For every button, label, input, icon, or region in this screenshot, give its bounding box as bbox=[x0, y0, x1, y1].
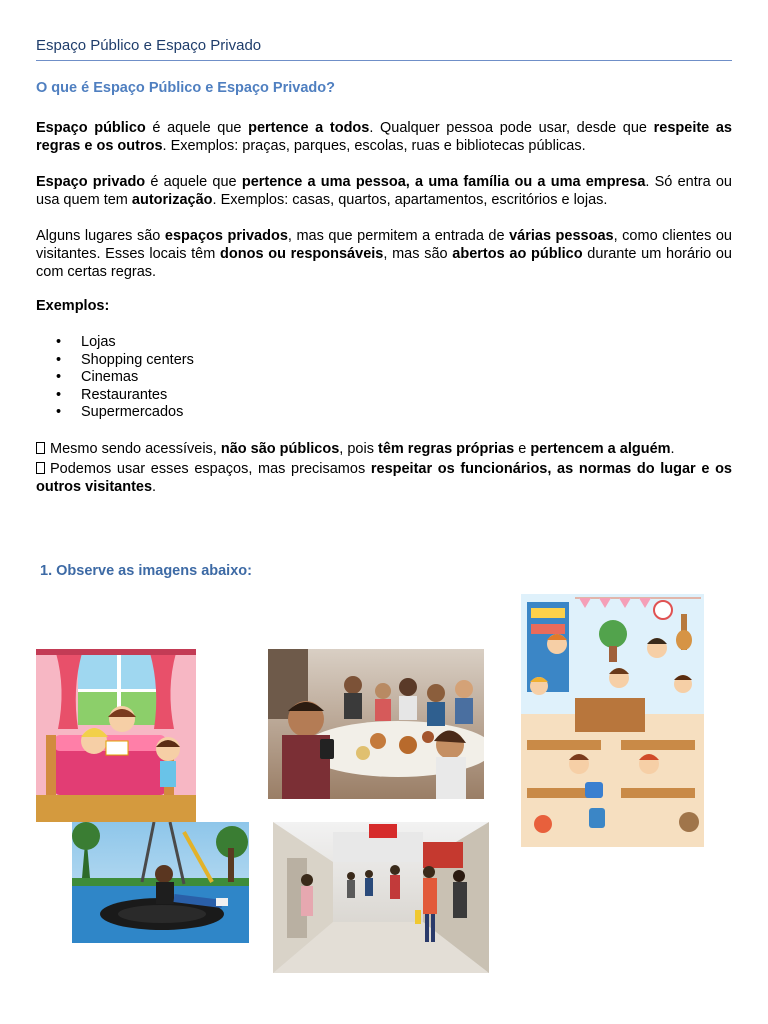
bullet-icon: • bbox=[56, 334, 62, 350]
document-title: Espaço Público e Espaço Privado bbox=[36, 37, 262, 54]
body-text: durante um horário ou com certas regras. bbox=[36, 246, 732, 280]
list-item-label: Supermercados bbox=[81, 404, 184, 421]
body-text: é aquele que bbox=[145, 174, 242, 190]
body-text: e bbox=[514, 441, 531, 457]
bold-text: pertence a uma pessoa, a uma família ou a uma empresa bbox=[241, 174, 646, 190]
body-text: . Exemplos: casas, quartos, apartamentos, escritórios e lojas. bbox=[212, 192, 608, 208]
bullet-icon: • bbox=[56, 404, 62, 421]
examples-list bbox=[56, 334, 194, 422]
note-respect-rules bbox=[36, 460, 732, 496]
bold-text: Espaço privado bbox=[36, 174, 146, 190]
body-text: Mesmo sendo acessíveis, bbox=[50, 441, 221, 457]
list-item-label: Cinemas bbox=[81, 369, 139, 386]
body-text: . bbox=[152, 479, 157, 495]
bold-text: donos ou responsáveis bbox=[220, 246, 384, 262]
bullet-icon: • bbox=[56, 369, 62, 386]
body-text: é aquele que bbox=[145, 120, 249, 136]
body-text: . Qualquer pessoa pode usar, desde que bbox=[369, 120, 654, 136]
bold-text: pertence a todos bbox=[248, 120, 370, 136]
bedroom-illustration-image bbox=[36, 649, 196, 822]
body-text: , mas que permitem a entrada de bbox=[287, 228, 510, 244]
bullet-icon: • bbox=[56, 351, 62, 368]
list-item-label: Restaurantes bbox=[81, 386, 168, 403]
body-text: , pois bbox=[339, 441, 378, 457]
bold-text: autorização bbox=[131, 192, 213, 208]
bold-text: abertos ao público bbox=[452, 246, 583, 262]
bold-text: respeitar os funcionários, as normas do lugar e os outros visitantes bbox=[36, 461, 732, 495]
body-text: . bbox=[670, 441, 675, 457]
missing-glyph-icon bbox=[36, 442, 45, 454]
examples-label: Exemplos: bbox=[36, 298, 110, 314]
missing-glyph-icon bbox=[36, 462, 45, 474]
body-text: Alguns lugares são bbox=[36, 228, 165, 244]
list-item bbox=[56, 387, 194, 405]
bold-text: respeite as regras e os outros bbox=[36, 120, 733, 154]
playground-swing-photo-image bbox=[72, 822, 249, 943]
bold-text: têm regras próprias bbox=[377, 441, 515, 457]
body-text: , mas são bbox=[383, 246, 453, 262]
body-text: . Só entra ou usa quem tem bbox=[36, 174, 732, 208]
paragraph-private-space bbox=[36, 173, 732, 209]
bold-text: espaços privados bbox=[164, 228, 288, 244]
bold-text: pertencem a alguém bbox=[530, 441, 671, 457]
bold-text: várias pessoas bbox=[509, 228, 614, 244]
body-text: . Exemplos: praças, parques, escolas, ruas e bibliotecas públicas. bbox=[162, 138, 586, 154]
bullet-icon: • bbox=[56, 386, 62, 403]
list-item bbox=[56, 352, 194, 370]
bold-text: não são públicos bbox=[220, 441, 340, 457]
paragraph-public-space bbox=[36, 119, 732, 155]
question-title: 1. Observe as imagens abaixo: bbox=[40, 563, 252, 579]
body-text: Podemos usar esses espaços, mas precisamos bbox=[50, 461, 371, 477]
title-divider bbox=[36, 60, 732, 61]
shopping-mall-photo-image bbox=[273, 822, 489, 973]
note-not-public bbox=[36, 440, 732, 458]
bold-text: Espaço público bbox=[36, 120, 146, 136]
family-dinner-photo-image bbox=[268, 649, 484, 799]
body-text: , como clientes ou visitantes. Esses locais têm bbox=[36, 228, 733, 262]
list-item bbox=[56, 404, 194, 422]
list-item bbox=[56, 334, 194, 352]
paragraph-private-open-to-public bbox=[36, 227, 732, 281]
list-item-label: Lojas bbox=[81, 334, 116, 350]
section-heading: O que é Espaço Público e Espaço Privado? bbox=[36, 80, 335, 96]
list-item bbox=[56, 369, 194, 387]
list-item-label: Shopping centers bbox=[81, 351, 194, 368]
classroom-illustration-image bbox=[521, 594, 704, 847]
